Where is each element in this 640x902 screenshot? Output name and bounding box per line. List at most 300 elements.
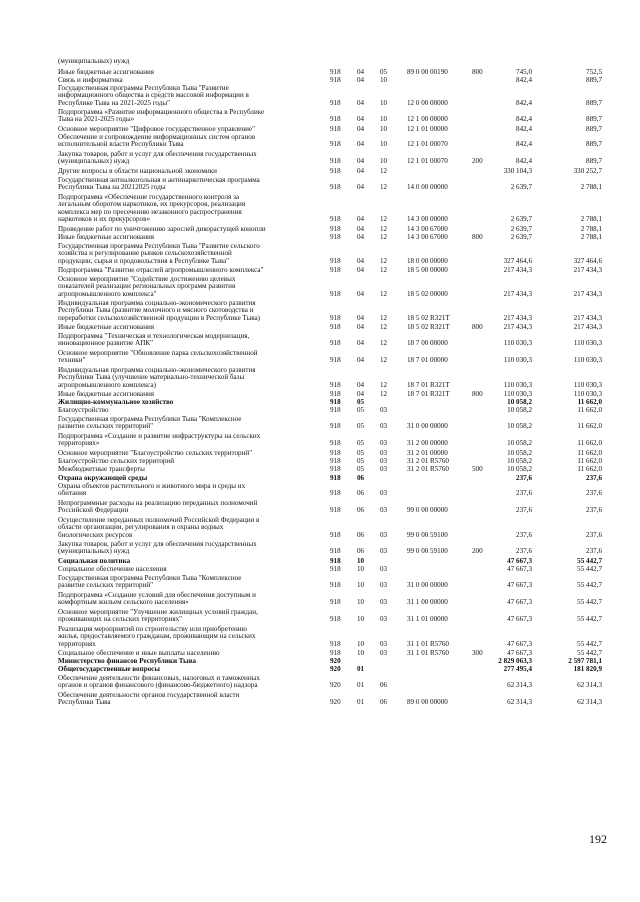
row-name: Обеспечение и сопровождение информационных систем органов исполнительной власти Республики Тыва bbox=[58, 133, 256, 149]
section-code: 04 bbox=[357, 233, 365, 241]
amount-year-1: 842,4 bbox=[516, 76, 532, 84]
target-article: 18 7 01 R321Т bbox=[407, 390, 450, 398]
row-name: Индивидуальная программа социально-экономического развития Республики Тыва (улучшение материально-технической базы агропромышленного комплекса) bbox=[58, 366, 256, 389]
amount-year-2: 237,6 bbox=[586, 506, 602, 515]
table-row bbox=[0, 609, 640, 624]
amount-year-1: 110 030,3 bbox=[503, 380, 532, 389]
amount-year-1: 10 058,2 bbox=[507, 398, 532, 406]
subsection-code: 10 bbox=[380, 98, 388, 107]
grbs-code: 918 bbox=[330, 390, 341, 398]
table-row bbox=[0, 109, 640, 124]
target-article: 18 5 00 00000 bbox=[407, 266, 448, 274]
amount-year-2: 327 464,6 bbox=[573, 256, 602, 265]
amount-year-2: 11 662,0 bbox=[577, 422, 602, 431]
subsection-code: 03 bbox=[380, 506, 388, 515]
amount-year-2: 237,6 bbox=[586, 489, 602, 498]
row-name: Подпрограмма "Развитие отраслей агропромышленного комплекса" bbox=[58, 266, 264, 274]
row-name: Социальная политика bbox=[58, 557, 131, 565]
section-code: 10 bbox=[357, 639, 365, 648]
amount-year-1: 47 667,3 bbox=[507, 649, 532, 657]
grbs-code: 918 bbox=[330, 380, 341, 389]
grbs-code: 918 bbox=[330, 140, 341, 149]
grbs-code: 918 bbox=[330, 339, 341, 348]
section-code: 04 bbox=[357, 390, 365, 398]
section-code: 04 bbox=[357, 157, 365, 166]
row-name: Осуществление переданных полномочий Российской Федерации в области организации, регулирования и охраны водных биологических ресурсов bbox=[58, 516, 260, 539]
grbs-code: 918 bbox=[330, 289, 341, 298]
subsection-code: 03 bbox=[380, 530, 388, 539]
row-name: Закупка товаров, работ и услуг для обеспечения государственных (муниципальных) нужд bbox=[58, 150, 257, 166]
row-name: Государственная программа Республики Тыва "Развитие сельского хозяйства и регулирование рынков сельскохозяйственной продукции, сырья и продовольствия в Республике Тыва" bbox=[58, 242, 260, 265]
amount-year-2: 110 030,3 bbox=[573, 356, 602, 365]
table-row bbox=[0, 407, 640, 414]
subsection-code: 12 bbox=[380, 390, 388, 398]
target-article: 99 0 00 59100 bbox=[407, 547, 448, 556]
subsection-code: 12 bbox=[380, 323, 388, 331]
subsection-code: 10 bbox=[380, 140, 388, 149]
amount-year-1: 327 464,6 bbox=[503, 256, 532, 265]
amount-year-1: 217 434,3 bbox=[503, 313, 532, 322]
table-row bbox=[0, 267, 640, 274]
section-code: 05 bbox=[357, 449, 365, 457]
table-row bbox=[0, 151, 640, 166]
target-article: 18 5 02 R321Т bbox=[407, 323, 450, 331]
section-code: 04 bbox=[357, 289, 365, 298]
amount-year-1: 237,6 bbox=[516, 489, 532, 498]
amount-year-2: 110 030,3 bbox=[573, 380, 602, 389]
amount-year-1: 62 314,3 bbox=[507, 681, 532, 690]
table-row bbox=[0, 626, 640, 648]
amount-year-2: 217 434,3 bbox=[573, 266, 602, 274]
section-code: 06 bbox=[357, 474, 365, 482]
grbs-code: 918 bbox=[330, 565, 341, 573]
subsection-code: 12 bbox=[380, 183, 388, 192]
amount-year-2: 55 442,7 bbox=[577, 639, 602, 648]
section-code: 04 bbox=[357, 380, 365, 389]
section-code: 06 bbox=[357, 547, 365, 556]
row-name: Государственная программа Республики Тыва "Комплексное развитие сельских территорий" bbox=[58, 574, 242, 590]
amount-year-2: 889,7 bbox=[586, 157, 602, 166]
grbs-code: 918 bbox=[330, 557, 341, 565]
section-code: 06 bbox=[357, 506, 365, 515]
grbs-code: 918 bbox=[330, 68, 341, 76]
subsection-code: 03 bbox=[380, 598, 388, 607]
target-article: 31 0 00 00000 bbox=[407, 581, 448, 590]
table-row bbox=[0, 243, 640, 265]
section-code: 04 bbox=[357, 140, 365, 149]
section-code: 04 bbox=[357, 125, 365, 133]
section-code: 04 bbox=[357, 339, 365, 348]
table-row bbox=[0, 575, 640, 590]
expense-type: 800 bbox=[472, 323, 483, 331]
amount-year-1: 47 667,3 bbox=[507, 615, 532, 624]
target-article: 31 1 01 R5760 bbox=[407, 649, 449, 657]
table-row bbox=[0, 500, 640, 515]
section-code: 10 bbox=[357, 565, 365, 573]
amount-year-1: 237,6 bbox=[516, 506, 532, 515]
grbs-code: 918 bbox=[330, 649, 341, 657]
subsection-code: 12 bbox=[380, 256, 388, 265]
amount-year-2: 2 597 781,1 bbox=[568, 657, 602, 665]
grbs-code: 918 bbox=[330, 547, 341, 556]
subsection-code: 03 bbox=[380, 439, 388, 448]
target-article: 14 0 00 00000 bbox=[407, 183, 448, 192]
target-article: 31 0 00 00000 bbox=[407, 422, 448, 431]
row-name: Иные бюджетные ассигнования bbox=[58, 233, 155, 241]
grbs-code: 918 bbox=[330, 167, 341, 175]
subsection-code: 12 bbox=[380, 380, 388, 389]
expense-type: 500 bbox=[472, 465, 483, 473]
target-article: 89 0 00 00190 bbox=[407, 68, 448, 76]
row-name: Благоустройство bbox=[58, 406, 109, 414]
amount-year-1: 277 495,4 bbox=[503, 665, 532, 673]
table-row bbox=[0, 483, 640, 498]
expense-type: 800 bbox=[472, 68, 483, 76]
row-name: Государственная программа Республики Тыва "Развитие информационного общества и средств массовой информации в Республике Тыва на 2021-2025 годы" bbox=[58, 84, 249, 107]
subsection-code: 12 bbox=[380, 167, 388, 175]
amount-year-1: 745,0 bbox=[516, 68, 532, 76]
amount-year-1: 217 434,3 bbox=[503, 289, 532, 298]
section-code: 06 bbox=[357, 530, 365, 539]
subsection-code: 12 bbox=[380, 356, 388, 365]
subsection-code: 03 bbox=[380, 615, 388, 624]
table-row bbox=[0, 85, 640, 107]
section-code: 04 bbox=[357, 266, 365, 274]
row-name: Основное мероприятие "Содействие достижению целевых показателей реализации региональных программ развития агропромышленного комплекса" bbox=[58, 275, 236, 298]
target-article: 18 7 01 R321Т bbox=[407, 380, 450, 389]
subsection-code: 03 bbox=[380, 449, 388, 457]
amount-year-2: 55 442,7 bbox=[577, 598, 602, 607]
amount-year-1: 842,4 bbox=[516, 115, 532, 124]
amount-year-1: 47 667,3 bbox=[507, 565, 532, 573]
row-name: Основное мероприятие "Цифровое государственное управление" bbox=[58, 125, 256, 133]
row-name: Обеспечение деятельности финансовых, налоговых и таможенных органов и органов финансового (финансово-бюджетного) надзора bbox=[58, 674, 260, 690]
amount-year-1: 330 104,3 bbox=[503, 167, 532, 175]
table-row bbox=[0, 324, 640, 331]
table-row bbox=[0, 675, 640, 690]
row-name: Государственная программа Республики Тыва "Комплексное развитие сельских территорий" bbox=[58, 415, 242, 431]
table-row bbox=[0, 416, 640, 431]
row-name: Жилищно-коммунальное хозяйство bbox=[58, 398, 174, 406]
amount-year-2: 217 434,3 bbox=[573, 289, 602, 298]
row-name: Подпрограмма «Развитие информационного общества в Республике Тыва на 2021-2025 годы» bbox=[58, 108, 265, 124]
amount-year-2: 11 662,0 bbox=[577, 406, 602, 414]
grbs-code: 918 bbox=[330, 422, 341, 431]
grbs-code: 918 bbox=[330, 183, 341, 192]
section-code: 05 bbox=[357, 406, 365, 414]
target-article: 12 1 01 00070 bbox=[407, 157, 448, 166]
subsection-code: 12 bbox=[380, 313, 388, 322]
amount-year-2: 55 442,7 bbox=[577, 649, 602, 657]
amount-year-2: 55 442,7 bbox=[577, 557, 602, 565]
subsection-code: 12 bbox=[380, 225, 388, 233]
section-code: 05 bbox=[357, 457, 365, 465]
row-name: Благоустройство сельских территорий bbox=[58, 457, 175, 465]
grbs-code: 920 bbox=[330, 665, 341, 673]
row-name: Общегосударственные вопросы bbox=[58, 665, 160, 673]
subsection-code: 06 bbox=[380, 681, 388, 690]
target-article: 31 2 01 R5760 bbox=[407, 465, 449, 473]
amount-year-1: 2 639,7 bbox=[510, 233, 532, 241]
section-code: 05 bbox=[357, 422, 365, 431]
subsection-code: 03 bbox=[380, 649, 388, 657]
section-code: 04 bbox=[357, 167, 365, 175]
row-name: Другие вопросы в области национальной экономики bbox=[58, 167, 217, 175]
amount-year-2: 11 662,0 bbox=[577, 457, 602, 465]
target-article: 31 1 00 00000 bbox=[407, 598, 448, 607]
amount-year-1: 10 058,2 bbox=[507, 449, 532, 457]
amount-year-1: 237,6 bbox=[516, 530, 532, 539]
row-name: Охрана объектов растительного и животного мира и среды их обитания bbox=[58, 482, 246, 498]
amount-year-1: 2 639,7 bbox=[510, 183, 532, 192]
grbs-code: 918 bbox=[330, 581, 341, 590]
expense-type: 800 bbox=[472, 390, 483, 398]
row-name: Подпрограмма "Техническая и технологическая модернизация, инновационное развитие АПК" bbox=[58, 332, 250, 348]
target-article: 12 0 00 00000 bbox=[407, 98, 448, 107]
row-name: Основное мероприятие "Благоустройство сельских территорий" bbox=[58, 449, 253, 457]
expense-type: 300 bbox=[472, 649, 483, 657]
target-article: 18 7 00 00000 bbox=[407, 339, 448, 348]
amount-year-2: 889,7 bbox=[586, 115, 602, 124]
row-name: Основное мероприятие "Обновление парка сельскохозяйственной техники" bbox=[58, 349, 258, 365]
amount-year-2: 181 820,9 bbox=[573, 665, 602, 673]
subsection-code: 12 bbox=[380, 266, 388, 274]
section-code: 10 bbox=[357, 598, 365, 607]
amount-year-2: 110 030,3 bbox=[573, 390, 602, 398]
expense-type: 200 bbox=[472, 157, 483, 166]
subsection-code: 03 bbox=[380, 639, 388, 648]
subsection-code: 12 bbox=[380, 233, 388, 241]
target-article: 14 3 00 67000 bbox=[407, 225, 448, 233]
grbs-code: 918 bbox=[330, 506, 341, 515]
table-row bbox=[0, 692, 640, 707]
subsection-code: 03 bbox=[380, 465, 388, 473]
target-article: 14 3 00 67000 bbox=[407, 233, 448, 241]
amount-year-1: 842,4 bbox=[516, 125, 532, 133]
amount-year-1: 110 030,3 bbox=[503, 339, 532, 348]
section-code: 04 bbox=[357, 225, 365, 233]
row-name: Иные бюджетные ассигнования bbox=[58, 68, 155, 76]
amount-year-1: 110 030,3 bbox=[503, 356, 532, 365]
grbs-code: 918 bbox=[330, 76, 341, 84]
subsection-code: 03 bbox=[380, 547, 388, 556]
section-code: 04 bbox=[357, 68, 365, 76]
table-row bbox=[0, 234, 640, 241]
grbs-code: 918 bbox=[330, 115, 341, 124]
amount-year-1: 237,6 bbox=[516, 547, 532, 556]
target-article: 12 1 01 00070 bbox=[407, 140, 448, 149]
row-name: Проведение работ по уничтожению зарослей дикорастущей конопли bbox=[58, 225, 266, 233]
grbs-code: 918 bbox=[330, 639, 341, 648]
target-article: 18 0 00 00000 bbox=[407, 256, 448, 265]
target-article: 31 1 01 00000 bbox=[407, 615, 448, 624]
amount-year-2: 752,5 bbox=[586, 68, 602, 76]
grbs-code: 918 bbox=[330, 157, 341, 166]
subsection-code: 12 bbox=[380, 339, 388, 348]
expense-type: 800 bbox=[472, 233, 483, 241]
amount-year-1: 217 434,3 bbox=[503, 266, 532, 274]
section-code: 04 bbox=[357, 323, 365, 331]
grbs-code: 918 bbox=[330, 474, 341, 482]
grbs-code: 918 bbox=[330, 598, 341, 607]
amount-year-1: 237,6 bbox=[516, 474, 532, 482]
target-article: 18 5 02 00000 bbox=[407, 289, 448, 298]
section-code: 04 bbox=[357, 256, 365, 265]
amount-year-2: 237,6 bbox=[586, 530, 602, 539]
section-code: 04 bbox=[357, 356, 365, 365]
amount-year-1: 62 314,3 bbox=[507, 698, 532, 707]
target-article: 12 1 00 00000 bbox=[407, 115, 448, 124]
amount-year-1: 2 639,7 bbox=[510, 225, 532, 233]
section-code: 10 bbox=[357, 615, 365, 624]
grbs-code: 918 bbox=[330, 98, 341, 107]
row-name: Охрана окружающей среды bbox=[58, 474, 148, 482]
section-code: 10 bbox=[357, 581, 365, 590]
grbs-code: 918 bbox=[330, 313, 341, 322]
subsection-code: 06 bbox=[380, 698, 388, 707]
target-article: 18 7 01 00000 bbox=[407, 356, 448, 365]
amount-year-2: 11 662,0 bbox=[577, 439, 602, 448]
amount-year-2: 237,6 bbox=[586, 547, 602, 556]
amount-year-1: 47 667,3 bbox=[507, 598, 532, 607]
row-name: Закупка товаров, работ и услуг для обеспечения государственных (муниципальных) нужд bbox=[58, 540, 257, 556]
amount-year-1: 842,4 bbox=[516, 157, 532, 166]
row-name: Межбюджетные трансферты bbox=[58, 465, 145, 473]
row-name: (муниципальных) нужд bbox=[58, 57, 130, 65]
grbs-code: 920 bbox=[330, 657, 341, 665]
section-code: 10 bbox=[357, 557, 365, 565]
target-article: 12 1 01 00000 bbox=[407, 125, 448, 133]
section-code: 04 bbox=[357, 115, 365, 124]
row-name: Реализация мероприятий по строительству или приобретению жилья, предоставляемого гражданам, проживающим на сельских территориях bbox=[58, 625, 256, 648]
target-article: 89 0 00 00000 bbox=[407, 698, 448, 707]
table-row bbox=[0, 58, 640, 65]
section-code: 04 bbox=[357, 214, 365, 223]
target-article: 18 5 02 R321Т bbox=[407, 313, 450, 322]
amount-year-2: 11 662,0 bbox=[577, 398, 602, 406]
amount-year-1: 47 667,3 bbox=[507, 581, 532, 590]
row-name: Подпрограмма «Создание условий для обеспечения доступным и комфортным жильем сельского населения» bbox=[58, 591, 256, 607]
row-name: Социальное обеспечение и иные выплаты населению bbox=[58, 649, 220, 657]
amount-year-1: 10 058,2 bbox=[507, 457, 532, 465]
grbs-code: 918 bbox=[330, 439, 341, 448]
subsection-code: 03 bbox=[380, 581, 388, 590]
row-name: Министерство финансов Республики Тыва bbox=[58, 657, 197, 665]
section-code: 01 bbox=[357, 698, 365, 707]
grbs-code: 918 bbox=[330, 406, 341, 414]
row-name: Подпрограмма «Обеспечение государственного контроля за легальным оборотом наркотиков, их прекурсоров, реализация комплекса мер по пресечению незаконного распространения наркотиков и их прекурсоров» bbox=[58, 193, 246, 223]
table-row bbox=[0, 177, 640, 192]
amount-year-2: 55 442,7 bbox=[577, 565, 602, 573]
section-code: 04 bbox=[357, 76, 365, 84]
grbs-code: 918 bbox=[330, 457, 341, 465]
grbs-code: 918 bbox=[330, 125, 341, 133]
amount-year-1: 2 829 063,3 bbox=[498, 657, 532, 665]
row-name: Подпрограмма «Создание и развитие инфраструктуры на сельских территориях» bbox=[58, 432, 261, 448]
amount-year-2: 889,7 bbox=[586, 125, 602, 133]
row-name: Связь и информатика bbox=[58, 76, 123, 84]
amount-year-1: 842,4 bbox=[516, 140, 532, 149]
grbs-code: 918 bbox=[330, 266, 341, 274]
section-code: 05 bbox=[357, 398, 365, 406]
section-code: 04 bbox=[357, 313, 365, 322]
row-name: Индивидуальная программа социально-экономического развития Республики Тыва (развитие молочного и мясного скотоводства и переработки сельскохозяйственной продукции в Республике Тыва) bbox=[58, 299, 260, 322]
table-row bbox=[0, 168, 640, 175]
table-row bbox=[0, 350, 640, 365]
grbs-code: 918 bbox=[330, 356, 341, 365]
table-row bbox=[0, 433, 640, 448]
table-row bbox=[0, 367, 640, 389]
row-name: Иные бюджетные ассигнования bbox=[58, 323, 155, 331]
table-row bbox=[0, 517, 640, 539]
target-article: 31 2 00 00000 bbox=[407, 439, 448, 448]
table-row bbox=[0, 566, 640, 573]
amount-year-1: 10 058,2 bbox=[507, 406, 532, 414]
amount-year-2: 2 788,1 bbox=[580, 233, 602, 241]
table-row bbox=[0, 134, 640, 149]
table-row bbox=[0, 466, 640, 473]
table-row bbox=[0, 300, 640, 322]
subsection-code: 10 bbox=[380, 125, 388, 133]
amount-year-2: 889,7 bbox=[586, 76, 602, 84]
amount-year-1: 217 434,3 bbox=[503, 323, 532, 331]
subsection-code: 10 bbox=[380, 115, 388, 124]
amount-year-2: 217 434,3 bbox=[573, 313, 602, 322]
amount-year-2: 330 252,7 bbox=[573, 167, 602, 175]
subsection-code: 12 bbox=[380, 289, 388, 298]
amount-year-2: 55 442,7 bbox=[577, 615, 602, 624]
subsection-code: 10 bbox=[380, 157, 388, 166]
row-name: Иные бюджетные ассигнования bbox=[58, 390, 155, 398]
row-name: Социальное обеспечение населения bbox=[58, 565, 167, 573]
section-code: 05 bbox=[357, 465, 365, 473]
amount-year-1: 47 667,3 bbox=[507, 639, 532, 648]
row-name: Обеспечение деятельности органов государственной власти Республики Тыва bbox=[58, 691, 240, 707]
amount-year-1: 2 639,7 bbox=[510, 214, 532, 223]
subsection-code: 03 bbox=[380, 422, 388, 431]
grbs-code: 918 bbox=[330, 256, 341, 265]
grbs-code: 920 bbox=[330, 681, 341, 690]
row-name: Государственная антиалкогольная и антинаркотическая программа Республики Тыва на 20212025 годы bbox=[58, 176, 260, 192]
amount-year-2: 11 662,0 bbox=[577, 449, 602, 457]
table-row bbox=[0, 592, 640, 607]
grbs-code: 918 bbox=[330, 449, 341, 457]
amount-year-2: 2 788,1 bbox=[580, 183, 602, 192]
subsection-code: 03 bbox=[380, 489, 388, 498]
section-code: 06 bbox=[357, 489, 365, 498]
amount-year-2: 2 788,1 bbox=[580, 225, 602, 233]
amount-year-1: 47 667,3 bbox=[507, 557, 532, 565]
amount-year-1: 10 058,2 bbox=[507, 465, 532, 473]
table-row bbox=[0, 276, 640, 298]
row-name: Основное мероприятие "Улучшение жилищных условий граждан, проживающих на сельских территориях" bbox=[58, 608, 258, 624]
grbs-code: 918 bbox=[330, 465, 341, 473]
section-code: 04 bbox=[357, 98, 365, 107]
amount-year-1: 10 058,2 bbox=[507, 439, 532, 448]
amount-year-2: 217 434,3 bbox=[573, 323, 602, 331]
grbs-code: 918 bbox=[330, 233, 341, 241]
target-article: 99 0 00 59100 bbox=[407, 530, 448, 539]
table-row bbox=[0, 666, 640, 673]
grbs-code: 918 bbox=[330, 530, 341, 539]
subsection-code: 03 bbox=[380, 565, 388, 573]
table-row bbox=[0, 541, 640, 556]
grbs-code: 918 bbox=[330, 489, 341, 498]
amount-year-2: 2 788,1 bbox=[580, 214, 602, 223]
table-row bbox=[0, 194, 640, 223]
amount-year-2: 62 314,3 bbox=[577, 698, 602, 707]
target-article: 99 0 00 00000 bbox=[407, 506, 448, 515]
